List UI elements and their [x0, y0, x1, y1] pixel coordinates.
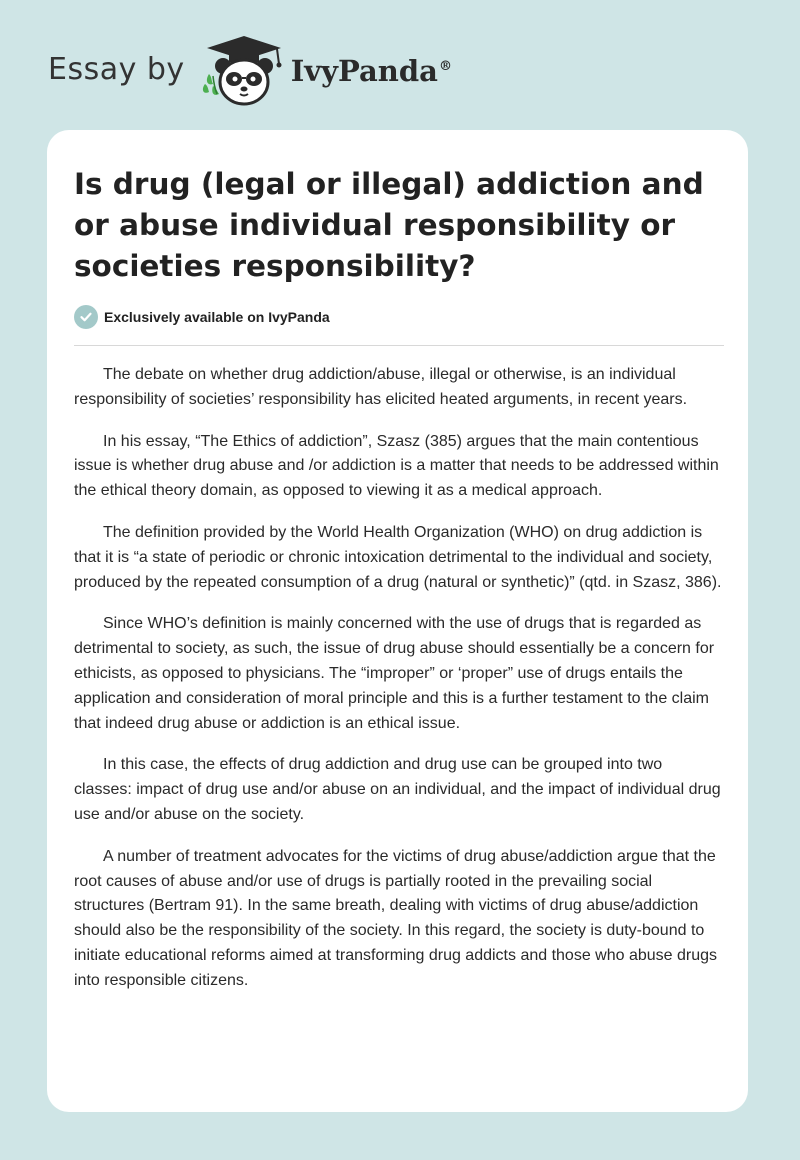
site-header — [48, 34, 452, 110]
exclusive-badge — [74, 305, 330, 329]
essay-by-label: Essay by — [48, 51, 185, 87]
registered-mark: ® — [438, 59, 452, 75]
essay-title: Is drug (legal or illegal) addiction and or abuse individual responsibility or societies responsibility? — [74, 167, 704, 283]
brand-logo-text[interactable] — [291, 54, 452, 88]
essay-body — [74, 363, 724, 1011]
paragraph: In his essay, “The Ethics of addiction”, Szasz (385) argues that the main contentious issue is whether drug abuse and /or addiction is a matter that needs to be addressed within the ethical theory domain, as opposed to viewing it as a medical approach. — [74, 432, 719, 500]
paragraph: A number of treatment advocates for the victims of drug abuse/addiction argue that the root causes of abuse and/or use of drugs is partially rooted in the prevailing social structures (Bertram 91). In the same breath, dealing with victims of drug abuse/addiction should also be the responsibility of the society. In this regard, the society is duty-bound to initiate educational reforms aimed at transforming drug addicts and those who abuse drugs into responsible citizens. — [74, 847, 718, 989]
brand-name: IvyPanda — [290, 54, 438, 88]
exclusive-badge-label: Exclusively available on IvyPanda — [104, 309, 330, 325]
panda-graduate-icon[interactable] — [199, 34, 289, 110]
essay-card — [47, 130, 748, 1112]
paragraph: In this case, the effects of drug addiction and drug use can be grouped into two classes: impact of drug use and/or abuse on an individual, and the impact of individual drug use and/or abuse on the society. — [74, 756, 721, 823]
paragraph: The definition provided by the World Health Organization (WHO) on drug addiction is that it is “a state of periodic or chronic intoxication detrimental to the individual and society, produced by the repeated consumption of a drug (natural or synthetic)” (qtd. in Szasz, 386). — [74, 523, 722, 591]
paragraph: Since WHO’s definition is mainly concerned with the use of drugs that is regarded as detrimental to society, as such, the issue of drug abuse should essentially be a concern for ethicists, as opposed to physicians. The “improper” or ‘proper” use of drugs entails the application and consideration of moral principle and this is a further testament to the claim that indeed drug abuse or addiction is an ethical issue. — [74, 615, 715, 732]
divider — [74, 345, 724, 346]
check-circle-icon — [74, 305, 98, 329]
paragraph: The debate on whether drug addiction/abuse, illegal or otherwise, is an individual responsibility of societies’ responsibility has elicited heated arguments, in recent years. — [74, 366, 688, 408]
